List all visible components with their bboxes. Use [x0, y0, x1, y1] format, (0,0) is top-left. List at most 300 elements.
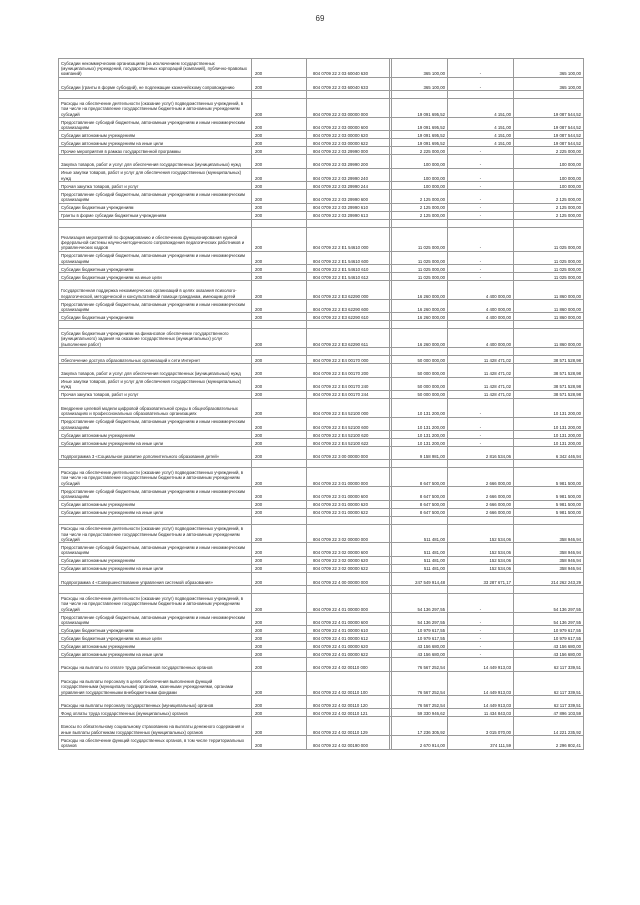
row-executed-amount-cell: 4 151,00 [448, 131, 514, 139]
table-row [59, 377, 584, 390]
row-admin-code-cell: 200 [252, 439, 307, 447]
row-classification-code-cell: 804 0709 22 4 02 00110 100 [307, 671, 390, 695]
row-classification-code-cell: 804 0709 22 3 01 00000 000 [307, 468, 390, 487]
row-executed-amount-cell: 11 434 843,03 [448, 709, 514, 717]
row-remaining-amount-cell: 38 571 528,98 [514, 390, 584, 398]
row-admin-code-cell: 200 [252, 556, 307, 564]
row-remaining-amount-cell: 5 981 500,00 [514, 487, 584, 500]
row-admin-code-cell: 200 [252, 147, 307, 155]
row-admin-code-cell: 200 [252, 227, 307, 251]
table-row [59, 203, 584, 211]
row-approved-amount-cell: 2 125 000,00 [392, 203, 448, 211]
row-classification-code-cell: 804 0709 22 2 03 60040 630 [307, 59, 390, 78]
row-name-cell: Внедрение целевой модели цифровой образовательной среды в общеобразовательных организациях и профессиональных образовательных организациях [59, 398, 252, 417]
row-remaining-amount-cell: 365 100,00 [514, 77, 584, 90]
row-remaining-amount-cell: 62 117 339,51 [514, 671, 584, 695]
row-name-cell: Субсидии автономным учреждениям на иные цели [59, 564, 252, 572]
table-row [59, 487, 584, 500]
table-row [59, 59, 584, 78]
row-admin-code-cell: 200 [252, 468, 307, 487]
row-executed-amount-cell: - [448, 439, 514, 447]
table-row [59, 572, 584, 585]
row-executed-amount-cell: - [448, 155, 514, 168]
row-admin-code-cell: 200 [252, 431, 307, 439]
row-classification-code-cell: 804 0709 22 3 02 00000 000 [307, 524, 390, 543]
row-remaining-amount-cell: 11 860 000,00 [514, 329, 584, 348]
row-classification-code-cell: 804 0709 22 3 01 00000 622 [307, 508, 390, 516]
row-remaining-amount-cell: 365 100,00 [514, 59, 584, 78]
row-classification-code-cell: 804 0709 22 2 03 29990 613 [307, 211, 390, 219]
row-classification-code-cell: 804 0709 22 2 03 00000 622 [307, 139, 390, 147]
table-row [59, 313, 584, 321]
row-remaining-amount-cell: 19 087 544,52 [514, 99, 584, 118]
row-name-cell: Государственная поддержка некоммерческих организаций в целях оказания психолого-педагогической, методической и консультативной помощи гражданам, имеющим детей [59, 281, 252, 300]
table-row [59, 671, 584, 695]
table-row [59, 564, 584, 572]
row-admin-code-cell: 200 [252, 313, 307, 321]
row-classification-code-cell: 804 0709 22 2 03 29990 610 [307, 203, 390, 211]
row-remaining-amount-cell: 5 981 500,00 [514, 468, 584, 487]
row-approved-amount-cell: 59 330 946,62 [392, 709, 448, 717]
row-name-cell: Гранты в форме субсидии бюджетным учреждениям [59, 211, 252, 219]
row-classification-code-cell: 804 0709 22 2 Е4 00170 200 [307, 364, 390, 377]
row-executed-amount-cell: - [448, 398, 514, 417]
row-approved-amount-cell: 365 100,00 [392, 59, 448, 78]
row-executed-amount-cell: - [448, 168, 514, 181]
row-executed-amount-cell: 14 449 913,03 [448, 671, 514, 695]
table-row [59, 211, 584, 219]
row-classification-code-cell: 804 0709 22 2 Е4 52100 600 [307, 417, 390, 430]
row-name-cell: Субсидии автономным учреждениям на иные цели [59, 650, 252, 658]
table-row [59, 227, 584, 251]
table-row [59, 139, 584, 147]
table-row [59, 390, 584, 398]
row-admin-code-cell: 200 [252, 168, 307, 181]
row-name-cell: Расходы на выплаты персоналу государственных (муниципальных) органов [59, 696, 252, 709]
row-remaining-amount-cell: 19 087 544,52 [514, 117, 584, 130]
row-remaining-amount-cell: 10 131 200,00 [514, 398, 584, 417]
row-classification-code-cell: 804 0709 22 4 01 00000 612 [307, 634, 390, 642]
row-remaining-amount-cell: 11 860 000,00 [514, 281, 584, 300]
row-classification-code-cell: 804 0709 22 2 03 29990 600 [307, 190, 390, 203]
row-name-cell: Субсидии автономным учреждениям на иные цели [59, 139, 252, 147]
row-executed-amount-cell: - [448, 431, 514, 439]
row-name-cell: Субсидии автономным учреждениям [59, 431, 252, 439]
row-name-cell: Субсидии бюджетным учреждениям [59, 203, 252, 211]
row-name-cell: Предоставление субсидий бюджетным, автономным учреждениям и иным некоммерческим организациям [59, 299, 252, 312]
row-admin-code-cell: 200 [252, 155, 307, 168]
row-approved-amount-cell: 8 647 500,00 [392, 500, 448, 508]
row-approved-amount-cell: 50 000 000,00 [392, 377, 448, 390]
row-name-cell: Подпрограмма 3 «Социальное развитие дополнительного образования детей» [59, 447, 252, 460]
row-remaining-amount-cell: 11 025 000,00 [514, 251, 584, 264]
budget-table [58, 58, 584, 750]
row-name-cell: Субсидии автономным учреждениям [59, 500, 252, 508]
row-remaining-amount-cell: 2 296 802,41 [514, 736, 584, 749]
row-admin-code-cell: 200 [252, 329, 307, 348]
row-classification-code-cell: 804 0709 22 2 03 60040 633 [307, 77, 390, 90]
table-row [59, 447, 584, 460]
row-remaining-amount-cell: 100 000,00 [514, 182, 584, 190]
row-admin-code-cell: 200 [252, 594, 307, 613]
section-spacer-row [59, 460, 584, 468]
budget-table-container [58, 58, 583, 750]
row-approved-amount-cell: 19 091 695,52 [392, 131, 448, 139]
row-approved-amount-cell: 2 125 000,00 [392, 190, 448, 203]
table-row [59, 77, 584, 90]
row-approved-amount-cell: 247 549 914,48 [392, 572, 448, 585]
row-name-cell: Субсидии бюджетным учреждениям на иные цели [59, 273, 252, 281]
row-approved-amount-cell: 11 025 000,00 [392, 227, 448, 251]
table-row [59, 281, 584, 300]
table-row [59, 417, 584, 430]
row-approved-amount-cell: 19 091 695,52 [392, 139, 448, 147]
row-admin-code-cell: 200 [252, 524, 307, 543]
row-classification-code-cell: 804 0709 22 2 03 00000 000 [307, 99, 390, 118]
row-admin-code-cell: 200 [252, 564, 307, 572]
table-row [59, 265, 584, 273]
row-name-cell: Расходы на обеспечение деятельности (оказание услуг) подведомственных учреждений, в том числе на предоставление государственным бюджетным и автономным учреждениям субсидий [59, 99, 252, 118]
row-approved-amount-cell: 19 091 695,52 [392, 117, 448, 130]
row-name-cell: Предоставление субсидий бюджетным, автономным учреждениям и иным некоммерческим организациям [59, 417, 252, 430]
row-classification-code-cell: 804 0709 22 2 Е4 52100 620 [307, 431, 390, 439]
row-admin-code-cell: 200 [252, 642, 307, 650]
row-executed-amount-cell: 11 428 471,02 [448, 356, 514, 364]
row-remaining-amount-cell: 2 225 000,00 [514, 147, 584, 155]
row-executed-amount-cell: - [448, 594, 514, 613]
row-remaining-amount-cell: 38 571 528,98 [514, 377, 584, 390]
row-executed-amount-cell: 152 534,06 [448, 543, 514, 556]
row-approved-amount-cell: 10 979 617,55 [392, 626, 448, 634]
row-name-cell: Расходы на обеспечение деятельности (оказание услуг) подведомственных учреждений, в том числе на предоставление государственным бюджетным и автономным учреждениям субсидий [59, 468, 252, 487]
row-remaining-amount-cell: 11 860 000,00 [514, 299, 584, 312]
row-classification-code-cell: 804 0709 22 4 00 00000 000 [307, 572, 390, 585]
row-name-cell: Обеспечение доступа образовательных организаций к сети Интернет [59, 356, 252, 364]
row-remaining-amount-cell: 62 117 339,51 [514, 696, 584, 709]
row-name-cell: Фонд оплаты труда государственных (муниципальных) органов [59, 709, 252, 717]
row-classification-code-cell: 804 0709 22 2 03 29990 200 [307, 155, 390, 168]
row-remaining-amount-cell: 2 125 000,00 [514, 203, 584, 211]
row-remaining-amount-cell: 10 979 617,55 [514, 626, 584, 634]
section-spacer-row [59, 586, 584, 594]
row-executed-amount-cell: 4 400 000,00 [448, 313, 514, 321]
row-name-cell: Субсидии автономным учреждениям на иные цели [59, 508, 252, 516]
row-admin-code-cell: 200 [252, 671, 307, 695]
row-name-cell: Расходы на обеспечение функций государственных органов, в том числе территориальных органов [59, 736, 252, 749]
row-executed-amount-cell: 4 151,00 [448, 99, 514, 118]
row-executed-amount-cell: - [448, 59, 514, 78]
row-approved-amount-cell: 10 131 200,00 [392, 431, 448, 439]
row-approved-amount-cell: 100 000,00 [392, 168, 448, 181]
table-row [59, 131, 584, 139]
row-name-cell: Субсидии бюджетным учреждениям на финансовое обеспечение государственного (муниципального) задания на оказание государственных (муниципальных) услуг (выполнение работ) [59, 329, 252, 348]
row-classification-code-cell: 804 0709 22 2 Е4 00170 240 [307, 377, 390, 390]
row-approved-amount-cell: 11 025 000,00 [392, 273, 448, 281]
row-classification-code-cell: 804 0709 22 2 03 29990 000 [307, 147, 390, 155]
row-remaining-amount-cell: 100 000,00 [514, 155, 584, 168]
row-executed-amount-cell: 152 534,06 [448, 524, 514, 543]
row-admin-code-cell: 200 [252, 99, 307, 118]
row-name-cell: Закупка товаров, работ и услуг для обеспечения государственных (муниципальных) нужд [59, 364, 252, 377]
row-name-cell: Расходы на обеспечение деятельности (оказание услуг) подведомственных учреждений, в том числе на предоставление государственным бюджетным и автономным учреждениям субсидий [59, 594, 252, 613]
table-row [59, 439, 584, 447]
row-remaining-amount-cell: 11 025 000,00 [514, 227, 584, 251]
row-approved-amount-cell: 50 000 000,00 [392, 356, 448, 364]
row-remaining-amount-cell: 2 125 000,00 [514, 211, 584, 219]
row-approved-amount-cell: 54 136 297,55 [392, 594, 448, 613]
row-admin-code-cell: 200 [252, 211, 307, 219]
row-remaining-amount-cell: 5 981 500,00 [514, 508, 584, 516]
row-remaining-amount-cell: 11 860 000,00 [514, 313, 584, 321]
row-executed-amount-cell: 14 449 913,03 [448, 658, 514, 671]
row-remaining-amount-cell: 43 156 680,00 [514, 642, 584, 650]
row-name-cell: Субсидии автономным учреждениям [59, 642, 252, 650]
row-admin-code-cell: 200 [252, 650, 307, 658]
row-admin-code-cell: 200 [252, 281, 307, 300]
table-row [59, 168, 584, 181]
row-admin-code-cell: 200 [252, 117, 307, 130]
row-executed-amount-cell: - [448, 613, 514, 626]
table-row [59, 182, 584, 190]
row-approved-amount-cell: 54 136 297,55 [392, 613, 448, 626]
row-executed-amount-cell: 4 400 000,00 [448, 299, 514, 312]
row-approved-amount-cell: 100 000,00 [392, 182, 448, 190]
row-approved-amount-cell: 511 481,00 [392, 543, 448, 556]
row-remaining-amount-cell: 43 156 680,00 [514, 650, 584, 658]
row-executed-amount-cell: - [448, 417, 514, 430]
row-remaining-amount-cell: 6 342 446,94 [514, 447, 584, 460]
row-executed-amount-cell: - [448, 77, 514, 90]
row-executed-amount-cell: - [448, 650, 514, 658]
row-remaining-amount-cell: 38 571 528,98 [514, 364, 584, 377]
row-remaining-amount-cell: 47 896 103,59 [514, 709, 584, 717]
row-classification-code-cell: 804 0709 22 2 Е1 54610 000 [307, 227, 390, 251]
row-admin-code-cell: 200 [252, 543, 307, 556]
row-approved-amount-cell: 2 670 914,00 [392, 736, 448, 749]
table-row [59, 642, 584, 650]
row-executed-amount-cell: 4 151,00 [448, 139, 514, 147]
row-classification-code-cell: 804 0709 22 4 01 00000 610 [307, 626, 390, 634]
row-remaining-amount-cell: 10 131 200,00 [514, 417, 584, 430]
row-approved-amount-cell: 10 979 617,55 [392, 634, 448, 642]
table-row [59, 556, 584, 564]
row-name-cell: Субсидии бюджетным учреждениям [59, 626, 252, 634]
row-admin-code-cell: 200 [252, 59, 307, 78]
row-admin-code-cell: 200 [252, 139, 307, 147]
row-approved-amount-cell: 50 000 000,00 [392, 390, 448, 398]
row-remaining-amount-cell: 100 000,00 [514, 168, 584, 181]
table-row [59, 709, 584, 717]
row-name-cell: Субсидии бюджетным учреждениям [59, 313, 252, 321]
row-admin-code-cell: 200 [252, 508, 307, 516]
table-row [59, 398, 584, 417]
row-admin-code-cell: 200 [252, 356, 307, 364]
row-name-cell: Закупка товаров, работ и услуг для обеспечения государственных (муниципальных) нужд [59, 155, 252, 168]
row-name-cell: Расходы на выплаты персоналу в целях обеспечения выполнения функций государственными (муниципальными) органами, казенными учреждениями, органами управления государственными внебюджетными фондами [59, 671, 252, 695]
row-admin-code-cell: 200 [252, 77, 307, 90]
row-remaining-amount-cell: 11 025 000,00 [514, 265, 584, 273]
row-admin-code-cell: 200 [252, 203, 307, 211]
table-row [59, 251, 584, 264]
row-admin-code-cell: 200 [252, 736, 307, 749]
row-approved-amount-cell: 8 647 500,00 [392, 468, 448, 487]
row-executed-amount-cell: 4 400 000,00 [448, 281, 514, 300]
row-executed-amount-cell: 33 287 671,17 [448, 572, 514, 585]
row-classification-code-cell: 804 0709 22 2 Е3 62290 000 [307, 281, 390, 300]
row-admin-code-cell: 200 [252, 398, 307, 417]
row-executed-amount-cell: 2 666 000,00 [448, 468, 514, 487]
row-admin-code-cell: 200 [252, 390, 307, 398]
row-executed-amount-cell: - [448, 190, 514, 203]
row-name-cell: Иные закупки товаров, работ и услуг для обеспечения государственных (муниципальных) нужд [59, 377, 252, 390]
table-row [59, 468, 584, 487]
row-name-cell: Субсидии автономным учреждениям [59, 556, 252, 564]
row-name-cell: Прочие мероприятия в рамках государственной программы [59, 147, 252, 155]
row-approved-amount-cell: 100 000,00 [392, 155, 448, 168]
row-approved-amount-cell: 43 156 680,00 [392, 650, 448, 658]
row-classification-code-cell: 804 0709 22 4 02 00190 000 [307, 736, 390, 749]
row-executed-amount-cell: 2 666 000,00 [448, 487, 514, 500]
row-approved-amount-cell: 76 567 252,54 [392, 671, 448, 695]
budget-table-body [59, 59, 584, 750]
row-name-cell: Субсидии автономным учреждениям [59, 131, 252, 139]
row-name-cell: Субсидии бюджетным учреждениям на иные цели [59, 634, 252, 642]
row-executed-amount-cell: 374 111,59 [448, 736, 514, 749]
row-classification-code-cell: 804 0709 22 4 01 00000 600 [307, 613, 390, 626]
row-classification-code-cell: 804 0709 22 2 Е4 00170 244 [307, 390, 390, 398]
row-classification-code-cell: 804 0709 22 2 Е1 54610 600 [307, 251, 390, 264]
row-admin-code-cell: 200 [252, 487, 307, 500]
row-admin-code-cell: 200 [252, 626, 307, 634]
table-row [59, 736, 584, 749]
row-executed-amount-cell: - [448, 147, 514, 155]
row-admin-code-cell: 200 [252, 251, 307, 264]
row-classification-code-cell: 804 0709 22 2 Е4 52100 622 [307, 439, 390, 447]
table-row [59, 650, 584, 658]
row-remaining-amount-cell: 10 131 200,00 [514, 431, 584, 439]
row-classification-code-cell: 804 0709 22 4 02 00110 120 [307, 696, 390, 709]
row-executed-amount-cell: 2 816 534,06 [448, 447, 514, 460]
row-approved-amount-cell: 11 025 000,00 [392, 251, 448, 264]
row-approved-amount-cell: 10 131 200,00 [392, 417, 448, 430]
row-name-cell: Иные закупки товаров, работ и услуг для обеспечения государственных (муниципальных) нужд [59, 168, 252, 181]
row-admin-code-cell: 200 [252, 447, 307, 460]
row-classification-code-cell: 804 0709 22 4 02 00110 121 [307, 709, 390, 717]
row-executed-amount-cell: 11 428 471,02 [448, 364, 514, 377]
row-admin-code-cell: 200 [252, 299, 307, 312]
row-executed-amount-cell: - [448, 642, 514, 650]
row-classification-code-cell: 804 0709 22 2 Е4 52100 000 [307, 398, 390, 417]
row-remaining-amount-cell: 14 221 235,92 [514, 717, 584, 736]
row-remaining-amount-cell: 19 087 544,52 [514, 139, 584, 147]
row-name-cell: Прочая закупка товаров, работ и услуг [59, 390, 252, 398]
table-row [59, 431, 584, 439]
row-classification-code-cell: 804 0709 22 3 02 00000 622 [307, 564, 390, 572]
row-executed-amount-cell: 152 534,06 [448, 556, 514, 564]
row-executed-amount-cell: 4 151,00 [448, 117, 514, 130]
row-approved-amount-cell: 16 260 000,00 [392, 299, 448, 312]
row-name-cell: Субсидии некоммерческим организациям (за исключением государственных (муниципальных) учреждений, государственных корпораций (компаний), публично-правовых компаний) [59, 59, 252, 78]
row-admin-code-cell: 200 [252, 613, 307, 626]
row-approved-amount-cell: 76 567 252,54 [392, 658, 448, 671]
row-classification-code-cell: 804 0709 22 2 03 00000 620 [307, 131, 390, 139]
table-row [59, 524, 584, 543]
row-classification-code-cell: 804 0709 22 2 Е3 62290 611 [307, 329, 390, 348]
row-classification-code-cell: 804 0709 22 2 03 29990 240 [307, 168, 390, 181]
row-admin-code-cell: 200 [252, 572, 307, 585]
row-name-cell: Предоставление субсидий бюджетным, автономным учреждениям и иным некоммерческим организациям [59, 117, 252, 130]
row-name-cell: Предоставление субсидий бюджетным, автономным учреждениям и иным некоммерческим организациям [59, 487, 252, 500]
table-row [59, 508, 584, 516]
row-approved-amount-cell: 17 236 305,92 [392, 717, 448, 736]
row-remaining-amount-cell: 358 946,94 [514, 556, 584, 564]
table-row [59, 658, 584, 671]
table-row [59, 117, 584, 130]
row-classification-code-cell: 804 0709 22 3 02 00000 620 [307, 556, 390, 564]
row-executed-amount-cell: 2 666 000,00 [448, 500, 514, 508]
section-spacer-row [59, 219, 584, 227]
row-approved-amount-cell: 8 647 500,00 [392, 487, 448, 500]
row-admin-code-cell: 200 [252, 190, 307, 203]
row-name-cell: Субсидии автономным учреждениям на иные цели [59, 439, 252, 447]
row-name-cell: Взносы по обязательному социальному страхованию на выплаты денежного содержания и иные выплаты работникам государственных (муниципальных) органов [59, 717, 252, 736]
row-remaining-amount-cell: 358 946,94 [514, 564, 584, 572]
row-classification-code-cell: 804 0709 22 2 03 00000 600 [307, 117, 390, 130]
row-admin-code-cell: 200 [252, 265, 307, 273]
row-classification-code-cell: 804 0709 22 3 00 00000 000 [307, 447, 390, 460]
row-approved-amount-cell: 511 481,00 [392, 524, 448, 543]
row-approved-amount-cell: 19 091 695,52 [392, 99, 448, 118]
row-admin-code-cell: 200 [252, 500, 307, 508]
row-classification-code-cell: 804 0709 22 2 Е4 00170 000 [307, 356, 390, 364]
row-remaining-amount-cell: 10 979 617,55 [514, 634, 584, 642]
row-remaining-amount-cell: 54 136 297,55 [514, 594, 584, 613]
row-classification-code-cell: 804 0709 22 4 01 00000 622 [307, 650, 390, 658]
row-admin-code-cell: 200 [252, 364, 307, 377]
row-approved-amount-cell: 16 260 000,00 [392, 313, 448, 321]
row-executed-amount-cell: 152 534,06 [448, 564, 514, 572]
section-spacer-row [59, 516, 584, 524]
row-classification-code-cell: 804 0709 22 4 02 00110 129 [307, 717, 390, 736]
row-remaining-amount-cell: 62 117 339,51 [514, 658, 584, 671]
row-name-cell: Подпрограмма 4 «Совершенствование управления системой образования» [59, 572, 252, 585]
row-executed-amount-cell: - [448, 273, 514, 281]
row-name-cell: Субсидии бюджетным учреждениям [59, 265, 252, 273]
row-classification-code-cell: 804 0709 22 3 01 00000 600 [307, 487, 390, 500]
row-name-cell: Предоставление субсидий бюджетным, автономным учреждениям и иным некоммерческим организациям [59, 613, 252, 626]
row-approved-amount-cell: 511 481,00 [392, 556, 448, 564]
row-remaining-amount-cell: 11 025 000,00 [514, 273, 584, 281]
section-spacer-row [59, 91, 584, 99]
row-classification-code-cell: 804 0709 22 3 01 00000 620 [307, 500, 390, 508]
table-row [59, 190, 584, 203]
row-admin-code-cell: 200 [252, 182, 307, 190]
row-executed-amount-cell: - [448, 626, 514, 634]
table-row [59, 696, 584, 709]
table-row [59, 717, 584, 736]
table-row [59, 99, 584, 118]
row-remaining-amount-cell: 5 981 500,00 [514, 500, 584, 508]
row-executed-amount-cell: 11 428 471,02 [448, 390, 514, 398]
row-admin-code-cell: 200 [252, 709, 307, 717]
row-remaining-amount-cell: 358 946,94 [514, 524, 584, 543]
row-name-cell: Расходы на выплаты по оплате труда работников государственных органов [59, 658, 252, 671]
row-name-cell: Расходы на обеспечение деятельности (оказание услуг) подведомственных учреждений, в том числе на предоставление государственным бюджетным и автономным учреждениям субсидий [59, 524, 252, 543]
row-classification-code-cell: 804 0709 22 2 Е3 62290 600 [307, 299, 390, 312]
row-classification-code-cell: 804 0709 22 4 02 00110 000 [307, 658, 390, 671]
row-admin-code-cell: 200 [252, 696, 307, 709]
table-row [59, 500, 584, 508]
